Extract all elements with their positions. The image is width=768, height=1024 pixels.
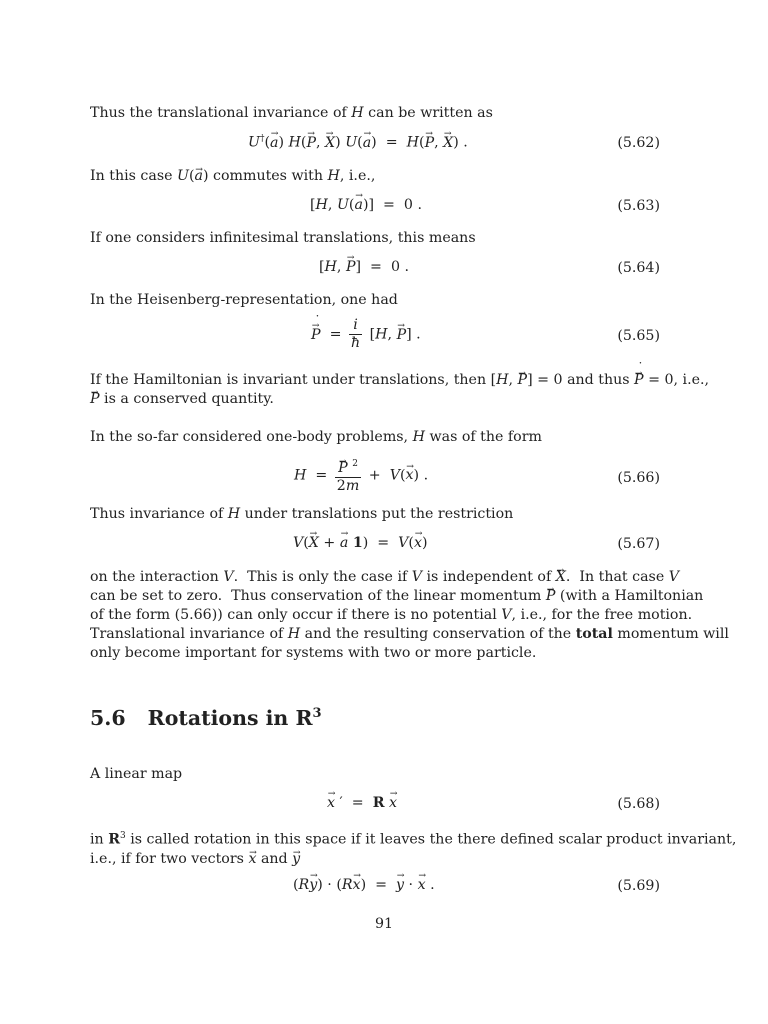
equation-5-62: U†(→ a) H(→ P, → X) U(→ a) = H(→ P, → X) . xyxy=(248,134,468,151)
equation-5-69: (R→ y) · (R→ x) = → y · → x . xyxy=(293,877,435,893)
equation-number: (5.62) xyxy=(617,135,660,151)
equation-number: (5.67) xyxy=(617,536,660,552)
paragraph-rotation-definition: in $R^3$ is called rotation in this space if it leaves the there defined scalar product invariant, i.e., if for two vectors → x and → y xyxy=(90,827,660,869)
equation-number: (5.65) xyxy=(617,328,660,344)
equation-5-68: → x ′ = R → x xyxy=(327,795,397,811)
equation-5-67: V(→ X + → a 1) = V(→ x) xyxy=(293,535,428,551)
equation-number: (5.63) xyxy=(617,198,660,214)
paragraph-heisenberg: In the Heisenberg-representation, one had xyxy=(90,292,398,308)
paragraph-restriction: Thus invariance of H under translations put the restriction xyxy=(90,506,514,522)
paragraph-linear-map: A linear map xyxy=(90,766,183,782)
section-heading: 5.6 Rotations in $R^3$ xyxy=(90,706,322,730)
equation-5-63: [H, U(→ a)] = 0 . xyxy=(310,197,422,213)
equation-number: (5.69) xyxy=(617,878,660,894)
paragraph-translational-invariance: Thus the translational invariance of H can be written as xyxy=(90,105,493,121)
equation-5-64: [H, → P] = 0 . xyxy=(319,259,409,275)
paragraph-hamiltonian-invariant: If the Hamiltonian is invariant under translations, then [H, → P] = 0 and thus → P ˙ = 0, i.e., → P is a conserved quantity. xyxy=(90,371,660,409)
paragraph-infinitesimal: If one considers infinitesimal translations, this means xyxy=(90,230,476,246)
equation-number: (5.64) xyxy=(617,260,660,276)
equation-number: (5.68) xyxy=(617,796,660,812)
paragraph-commutes: In this case U(→ a) commutes with H, i.e., xyxy=(90,167,660,186)
paragraph-interaction: on the interaction V. This is only the case if V is independent of → X. In that case V can be set to zero. Thus conservation of the linear momentum → P (with a Hamiltonian of the form (5.66)) can only occur if there is no potential V, i.e., for the free motion. Translational invariance of H and the resulting conservation of the total momentum will only become important for systems with two or more particle. xyxy=(90,568,660,663)
page-number: 91 xyxy=(374,916,394,932)
equation-5-66: H = → $\frac{P ^2}{2m}$ + V(→ x) . xyxy=(294,456,428,495)
paragraph-one-body: In the so-far considered one-body problems, H was of the form xyxy=(90,429,542,445)
equation-number: (5.66) xyxy=(617,470,660,486)
equation-5-65: → P ˙ = $\frac{i}{ħ}$ [H, → P] . xyxy=(311,317,421,352)
